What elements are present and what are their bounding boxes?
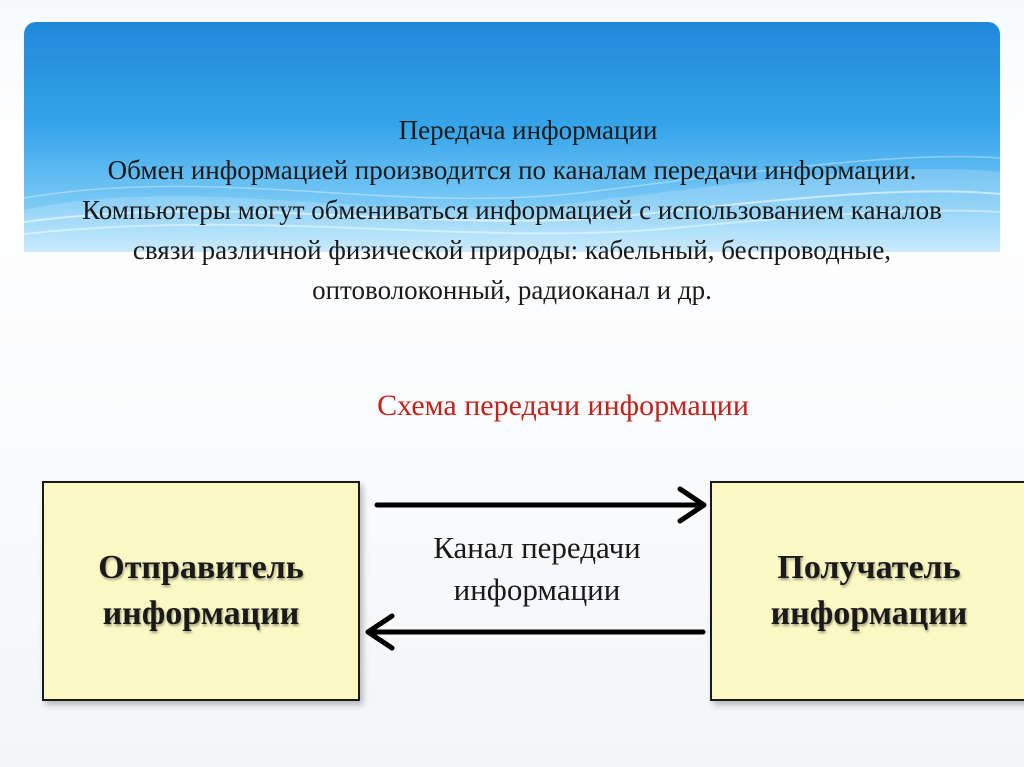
arrow-receiver-to-sender — [368, 616, 703, 648]
receiver-label: Получатель информации — [770, 549, 968, 632]
channel-label: Канал передачи информации — [433, 530, 641, 607]
sender-label: Отправитель информации — [98, 549, 304, 632]
slide-paragraph: Обмен информацией производится по каналам передачи информации. Компьютеры могут обмениваться информацией с использованием каналов связи различной физической природы: кабельный, беспроводные, оптоволоконный, радиоканал и др. — [82, 155, 942, 305]
diagram-subtitle: Схема передачи информации — [377, 389, 749, 422]
arrow-sender-to-receiver — [377, 489, 704, 521]
slide-title: Передача информации — [398, 115, 658, 145]
